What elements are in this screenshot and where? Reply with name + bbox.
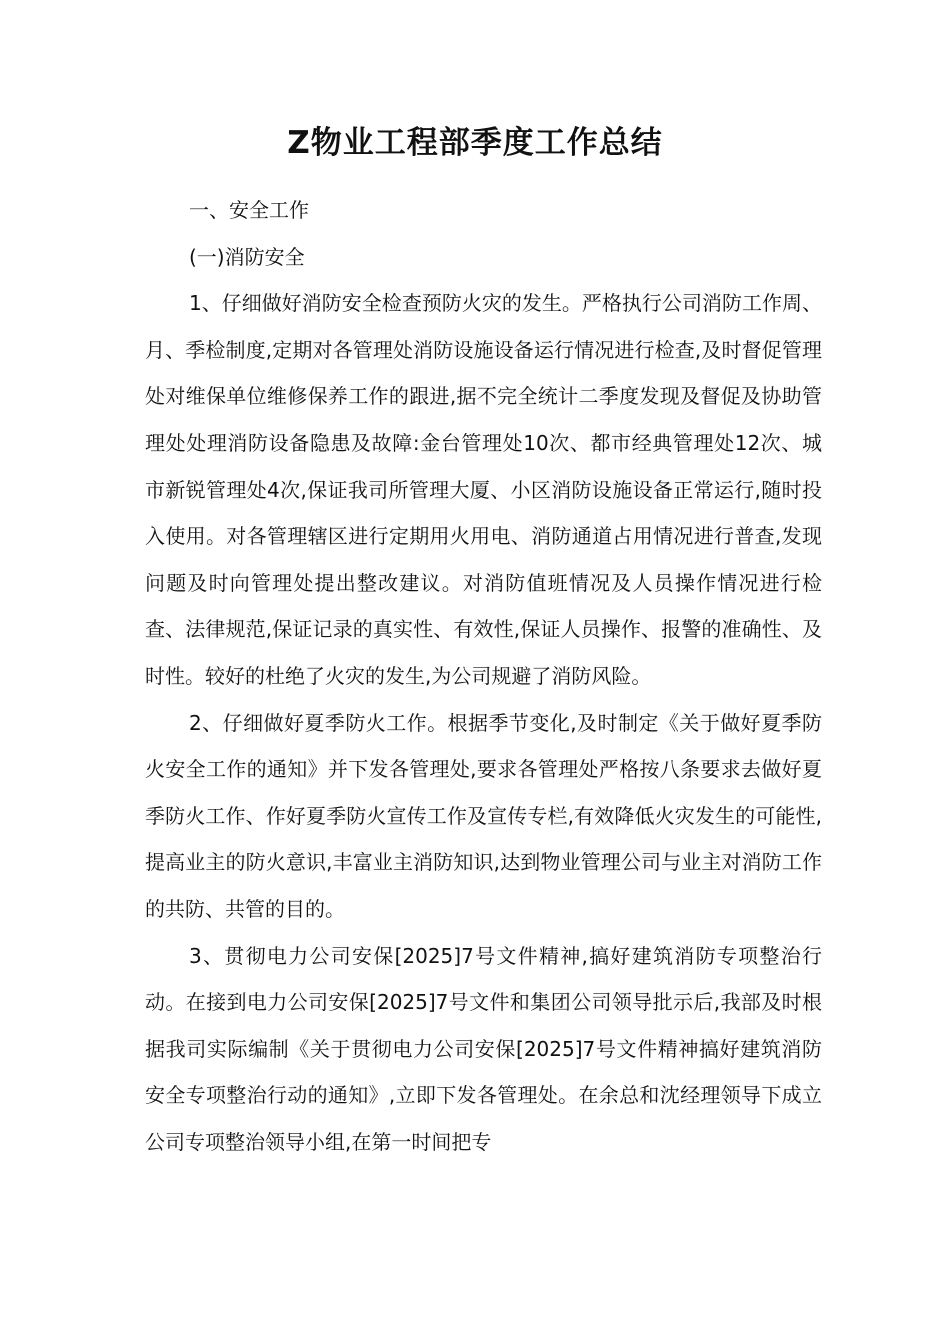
document-body xyxy=(145,187,822,1165)
section-heading: 一、安全工作 xyxy=(189,198,309,222)
document-title: Z物业工程部季度工作总结 xyxy=(287,125,663,161)
subsection-heading: (一)消防安全 xyxy=(189,244,305,269)
paragraph-1: 1、仔细做好消防安全检查预防火灾的发生。严格执行公司消防工作周、月、季检制度,定期对各管理处消防设施设备运行情况进行检查,及时督促管理处对维保单位维修保养工作的跟进,据不完全统计二季度发现及督促及协助管理处处理消防设备隐患及故障:金台管理处10次、都市经典管理处12次、城市新锐管理处4次,保证我司所管理大厦、小区消防设施设备正常运行,随时投入使用。对各管理辖区进行定期用火用电、消防通道占用情况进行普查,发现问题及时向管理处提出整改建议。对消防值班情况及人员操作情况进行检查、法律规范,保证记录的真实性、有效性,保证人员操作、报警的准确性、及时性。较好的杜绝了火灾的发生,为公司规避了消防风险。 xyxy=(145,291,822,688)
paragraph-2: 2、仔细做好夏季防火工作。根据季节变化,及时制定《关于做好夏季防火安全工作的通知》并下发各管理处,要求各管理处严格按八条要求去做好夏季防火工作、作好夏季防火宣传工作及宣传专栏,有效降低火灾发生的可能性,提高业主的防火意识,丰富业主消防知识,达到物业管理公司与业主对消防工作的共防、共管的目的。 xyxy=(145,710,822,921)
paragraph-3: 3、贯彻电力公司安保[2025]7号文件精神,搞好建筑消防专项整治行动。在接到电力公司安保[2025]7号文件和集团公司领导批示后,我部及时根据我司实际编制《关于贯彻电力公司安保[2025]7号文件精神搞好建筑消防安全专项整治行动的通知》,立即下发各管理处。在余总和沈经理领导下成立公司专项整治领导小组,在第一时间把专 xyxy=(145,943,822,1154)
